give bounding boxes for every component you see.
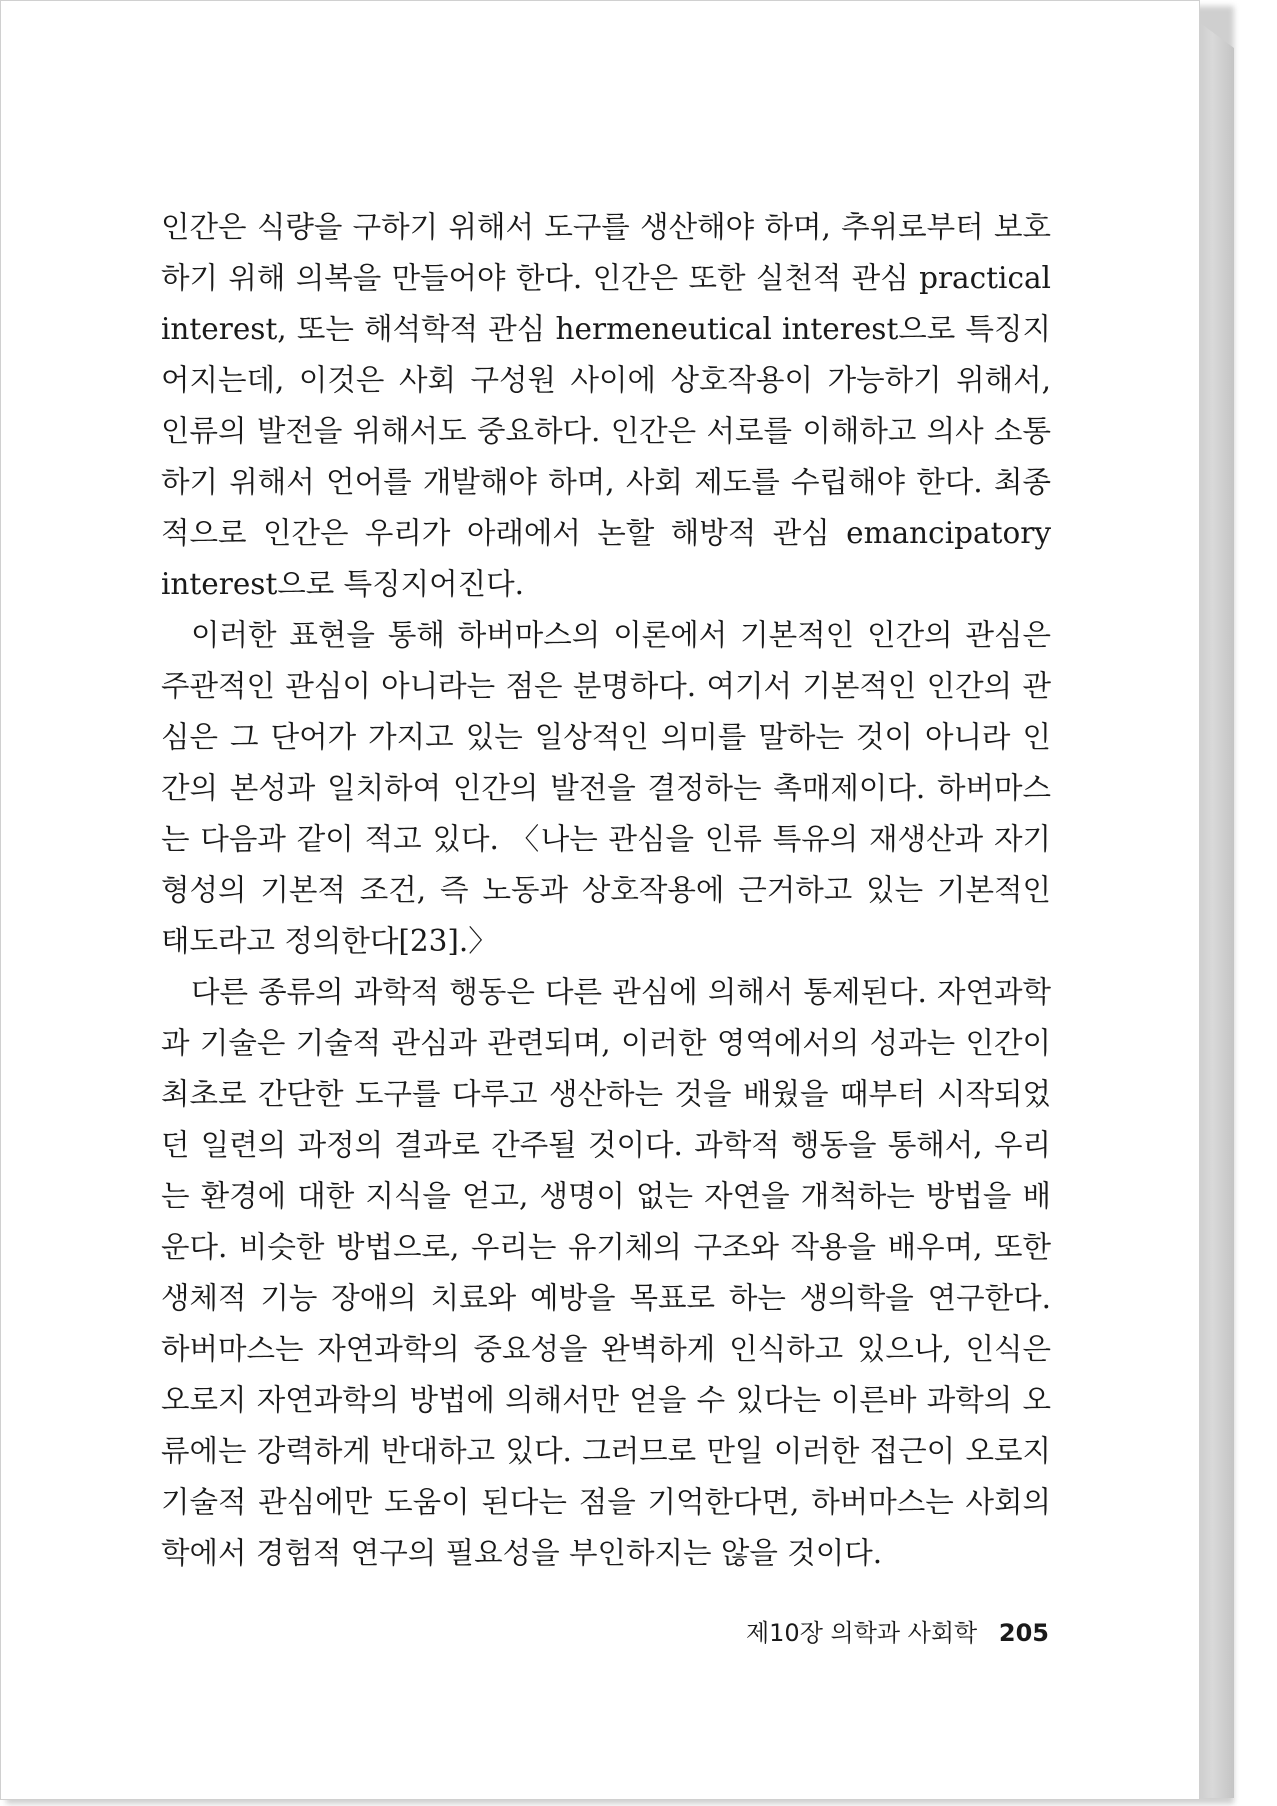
paragraph: 인간은 식량을 구하기 위해서 도구를 생산해야 하며, 추위로부터 보호하기 위해 의복을 만들어야 한다. 인간은 또한 실천적 관심 practical interest, 또는 해석학적 관심 hermeneutical interest으로 특징지어지는데, 이것은 사회 구성원 사이에 상호작용이 가능하기 위해서, 인류의 발전을 위해서도 중요하다. 인간은 서로를 이해하고 의사 소통하기 위해서 언어를 개발해야 하며, 사회 제도를 수립해야 한다. 최종적으로 인간은 우리가 아래에서 논할 해방적 관심 emancipatory interest으로 특징지어진다. <box>161 210 1051 601</box>
page-footer <box>746 1613 1049 1648</box>
page-number: 205 <box>998 1619 1049 1647</box>
paragraph: 다른 종류의 과학적 행동은 다른 관심에 의해서 통제된다. 자연과학과 기술은 기술적 관심과 관련되며, 이러한 영역에서의 성과는 인간이 최초로 간단한 도구를 다루고 생산하는 것을 배웠을 때부터 시작되었던 일련의 과정의 결과로 간주될 것이다. 과학적 행동을 통해서, 우리는 환경에 대한 지식을 얻고, 생명이 없는 자연을 개척하는 방법을 배운다. 비슷한 방법으로, 우리는 유기체의 구조와 작용을 배우며, 또한 생체적 기능 장애의 치료와 예방을 목표로 하는 생의학을 연구한다. 하버마스는 자연과학의 중요성을 완벽하게 인식하고 있으나, 인식은 오로지 자연과학의 방법에 의해서만 얻을 수 있다는 이른바 과학의 오류에는 강력하게 반대하고 있다. 그러므로 만일 이러한 접근이 오로지 기술적 관심에만 도움이 된다는 점을 기억한다면, 하버마스는 사회의학에서 경험적 연구의 필요성을 부인하지는 않을 것이다. <box>161 975 1051 1570</box>
chapter-title: 제10장 의학과 사회학 <box>745 1619 978 1647</box>
paragraph: 이러한 표현을 통해 하버마스의 이론에서 기본적인 인간의 관심은 주관적인 관심이 아니라는 점은 분명하다. 여기서 기본적인 인간의 관심은 그 단어가 가지고 있는 일상적인 의미를 말하는 것이 아니라 인간의 본성과 일치하여 인간의 발전을 결정하는 촉매제이다. 하버마스는 다음과 같이 적고 있다. 〈나는 관심을 인류 특유의 재생산과 자기형성의 기본적 조건, 즉 노동과 상호작용에 근거하고 있는 기본적인 태도라고 정의한다[23].〉 <box>161 618 1051 958</box>
body-text <box>161 202 1051 1579</box>
